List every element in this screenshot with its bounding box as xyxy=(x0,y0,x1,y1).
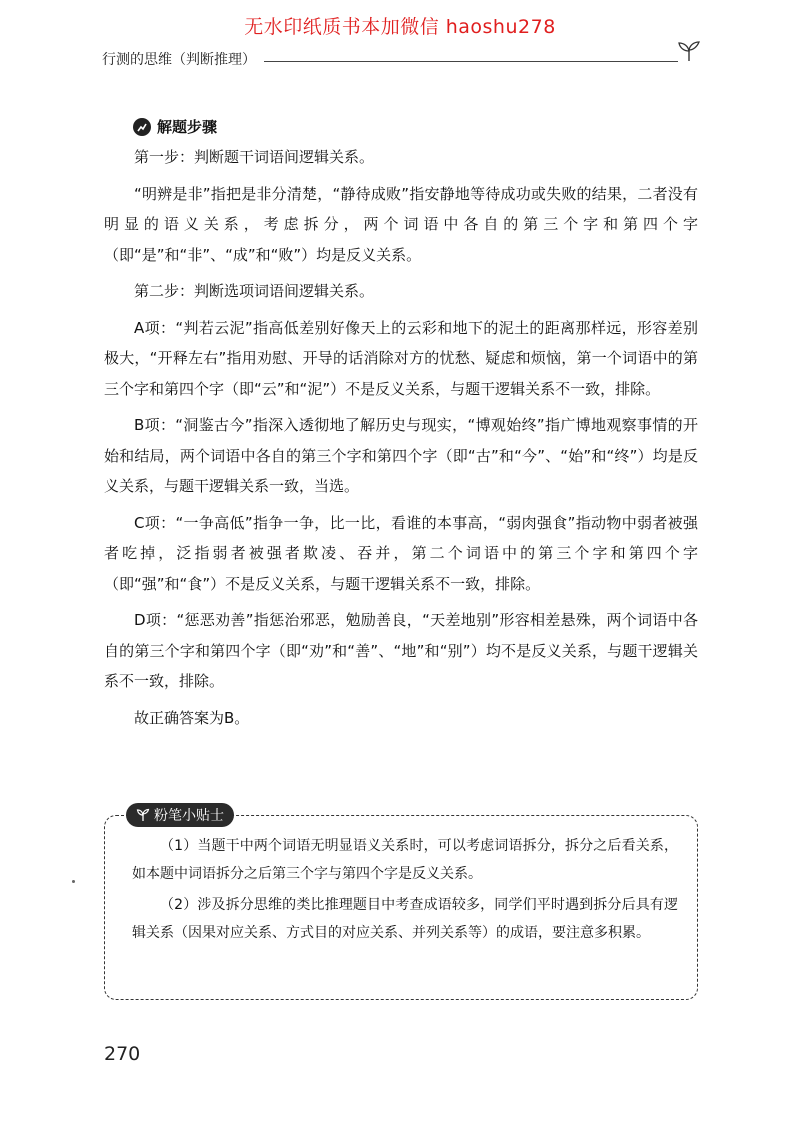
scan-dot xyxy=(72,880,75,883)
section-heading-text: 解题步骤 xyxy=(157,118,218,136)
paragraph: A项：“判若云泥”指高低差别好像天上的云彩和地下的泥土的距离那样远，形容差别极大，“开释左右”指用劝慰、开导的话消除对方的忧愁、疑虑和烦恼，第一个词语中的第三个字和第四个字（即“云”和“泥”）不是反义关系，与题干逻辑关系不一致，排除。 xyxy=(104,318,698,398)
paragraph: 第二步：判断选项词语间逻辑关系。 xyxy=(134,282,375,300)
tips-body xyxy=(132,833,678,951)
paragraph: 故正确答案为B。 xyxy=(134,708,250,727)
header-title: 行测的思维（判断推理） xyxy=(102,50,264,70)
paragraph: “明辨是非”指把是非分清楚，“静待成败”指安静地等待成功或失败的结果，二者没有明显的语义关系，考虑拆分，两个词语中各自的第三个字和第四个字（即“是”和“非”、“成”和“败”）均是反义关系。 xyxy=(104,184,698,264)
tips-label xyxy=(126,803,234,827)
chart-icon xyxy=(133,118,151,136)
tips-label-text: 粉笔小贴士 xyxy=(154,808,224,824)
solution-body xyxy=(104,142,698,739)
paragraph: B项：“洞鉴古今”指深入透彻地了解历史与现实，“博观始终”指广博地观察事情的开始和结局，两个词语中各自的第三个字和第四个字（即“古”和“今”、“始”和“终”）均是反义关系，与题干逻辑关系一致，当选。 xyxy=(104,416,698,495)
sprout-icon xyxy=(676,40,702,62)
paragraph: C项：“一争高低”指争一争，比一比，看谁的本事高，“弱肉强食”指动物中弱者被强者吃掉，泛指弱者被强者欺凌、吞并，第二个词语中的第三个字和第四个字（即“强”和“食”）不是反义关系，与题干逻辑关系不一致，排除。 xyxy=(104,513,698,593)
sprout-icon xyxy=(136,808,150,822)
page-number: 270 xyxy=(104,1043,141,1065)
tip-item: （2）涉及拆分思维的类比推理题目中考查成语较多，同学们平时遇到拆分后具有逻辑关系（因果对应关系、方式目的对应关系、并列关系等）的成语，要注意多积累。 xyxy=(132,897,678,941)
paragraph: D项：“惩恶劝善”指惩治邪恶，勉励善良，“天差地别”形容相差悬殊，两个词语中各自的第三个字和第四个字（即“劝”和“善”、“地”和“别”）均不是反义关系，与题干逻辑关系不一致，排除。 xyxy=(104,611,698,690)
page-header xyxy=(102,50,702,72)
section-heading xyxy=(133,116,217,137)
watermark-text: 无水印纸质书本加微信 haoshu278 xyxy=(244,16,556,38)
tip-item: （1）当题干中两个词语无明显语义关系时，可以考虑词语拆分，拆分之后看关系，如本题中词语拆分之后第三个字与第四个字是反义关系。 xyxy=(132,838,678,882)
paragraph: 第一步：判断题干词语间逻辑关系。 xyxy=(134,148,375,166)
